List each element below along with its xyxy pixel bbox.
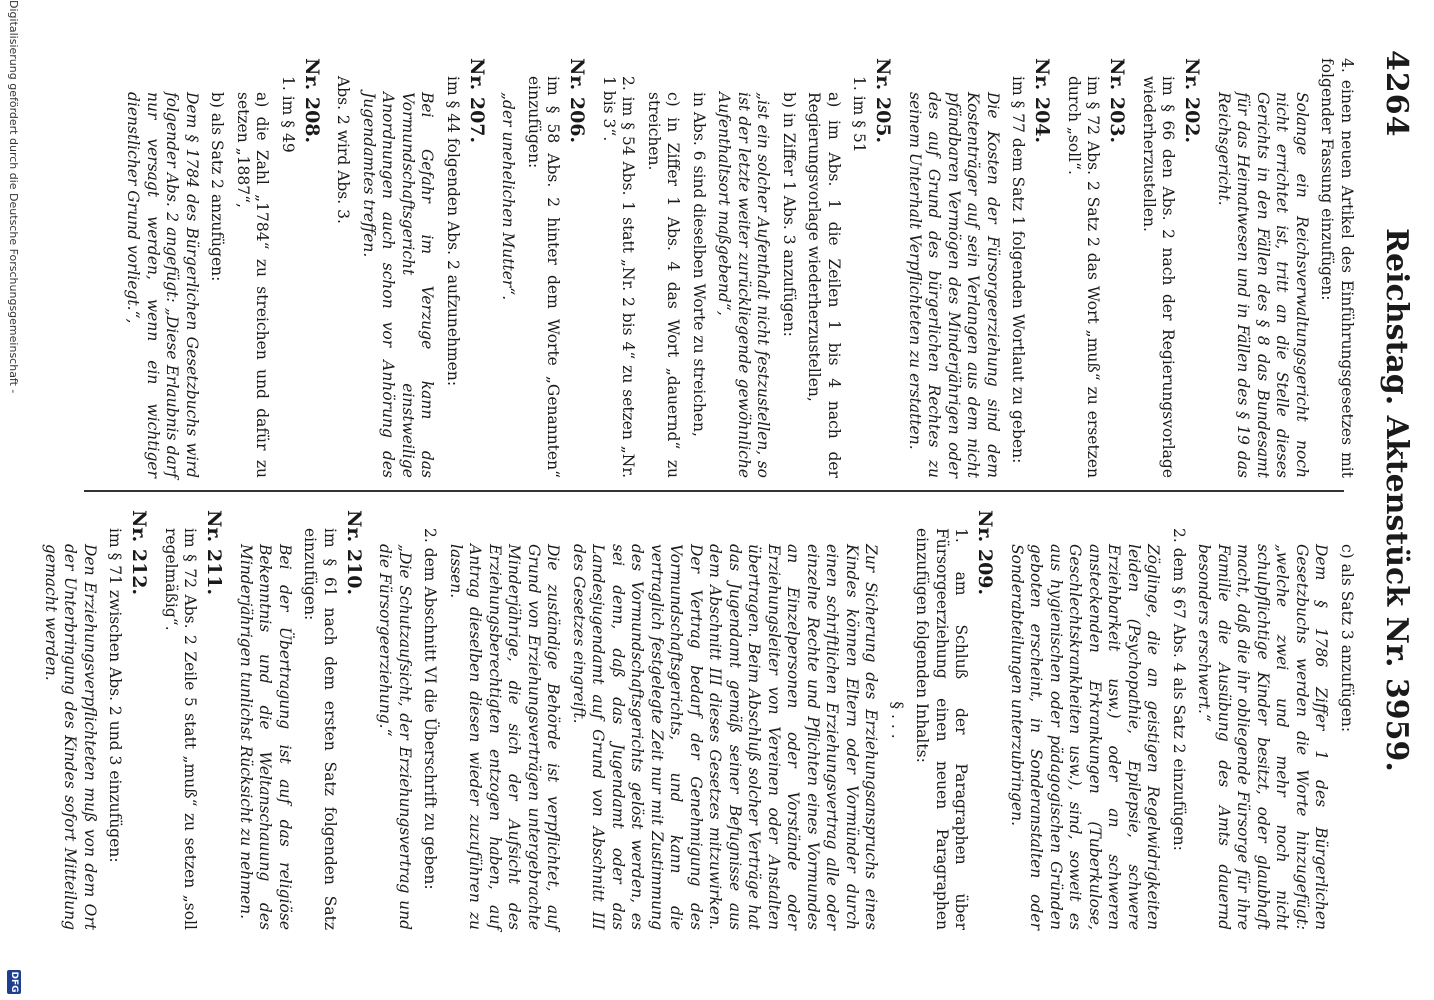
heading-nr-208: Nr. 208. bbox=[301, 58, 323, 144]
page-footer bbox=[0, 0, 24, 1000]
nr-205-item-1: 1. im § 51 bbox=[850, 76, 869, 153]
nr-209-quote-1: Zur Sicherung des Erziehungsanspruchs eines Kindes können Eltern oder Vormünder durch einen schriftlichen Erziehungsvertrag alle oder einzelne Rechte und Pflichten eines Vormundes an Einzelpersonen oder Vorstände oder Erziehungsleiter von Vereinen oder Anstalten übertragen. Beim Abschluß solcher Verträge hat das Jugendamt gemäß seiner Befugnisse aus dem Abschnitt III dieses Gesetzes mitzuwirken. Der Vertrag bedarf der Genehmigung des Vormundschaftsgerichts, und kann die vertraglich festgelegte Zeit nur mit Zustimmung des Vormundschaftsgerichts gelöst werden, es sei denn, daß das Jugendamt oder das Landesjugendamt auf Grund von Abschnitt III des Gesetzes eingreift. bbox=[570, 544, 881, 930]
article-4-text: Solange ein Reichsverwaltungsgericht noch nicht errichtet ist, tritt an die Stelle dieses Gerichts in den Fällen des § 8 das Bundesamt für das Heimatwesen und in Fällen des § 19 das Reichsgericht. bbox=[1215, 92, 1311, 478]
nr-205-item-2: 2. im § 54 Abs. 1 statt „Nr. 2 bis 4“ zu setzen „Nr. 1 bis 3“. bbox=[600, 76, 638, 478]
nr-208-item-a: a) die Zahl „1784“ zu streichen und dafür zu setzen „1887“, bbox=[234, 92, 272, 478]
nr-204-quote: Die Kosten der Fürsorgeerziehung sind dem Kostenträger auf sein Verlangen aus dem nicht pfändbaren Vermögen des Minderjährigen oder des auf Grund des bürgerlichen Rechtes zu seinem Unterhalt Verpflichteten zu erstatten. bbox=[906, 92, 1002, 478]
heading-nr-212: Nr. 212. bbox=[128, 510, 151, 596]
nr-208-item-b-quote: Dem § 1784 des Bürgerlichen Gesetzbuchs wird folgender Abs. 2 angefügt: „Diese Erlaubnis darf nur versagt werden, wenn ein wichtiger dienstlicher Grund vorliegt.“, bbox=[124, 92, 201, 478]
nr-206-quote: „der unehelichen Mutter“. bbox=[499, 92, 518, 301]
nr-209-item-2-quote: „Die Schutzaufsicht, der Erziehungsvertrag und die Fürsorgeerziehung.“ bbox=[376, 544, 414, 930]
page-number: 4264 bbox=[1379, 50, 1414, 138]
nr-207-note: Abs. 2 wird Abs. 3. bbox=[334, 76, 353, 224]
left-column bbox=[116, 58, 1356, 478]
heading-nr-209: Nr. 209. bbox=[974, 510, 997, 596]
digitization-credit: Digitalisierung gefördert durch die Deutsche Forschungsgemeinschaft - bbox=[7, 0, 20, 394]
nr-205-item-a: a) im Abs. 1 die Zeilen 1 bis 4 nach der Regierungsvorlage wiederherzustellen, bbox=[805, 92, 843, 478]
heading-nr-207: Nr. 207. bbox=[466, 58, 488, 144]
heading-nr-210: Nr. 210. bbox=[343, 510, 365, 596]
item-c-quote: Dem § 1786 Ziffer 1 des Bürgerlichen Gesetzbuchs werden die Worte hinzugefügt: „welche zwei und mehr noch nicht schulpflichtige Kinder besitzt, oder glaubhaft macht, daß die ihr obliegende Fürsorge für ihre Familie die Ausübung des Amts dauernd besonders erschwert.“ bbox=[1195, 544, 1331, 930]
heading-nr-202: Nr. 202. bbox=[1181, 58, 1204, 144]
page-header bbox=[1362, 50, 1422, 950]
nr-205-item-b-quote: „ist ein solcher Aufenthalt nicht festzustellen, so ist der letzte weiter zurückliegende gewöhnliche Aufenthaltsort maßgebend“, bbox=[715, 92, 773, 478]
running-title: Reichstag. Aktenstück Nr. 3959. bbox=[1379, 228, 1414, 772]
nr-202-text: im § 66 den Abs. 2 nach der Regierungsvorlage wiederherzustellen. bbox=[1140, 76, 1178, 478]
nr-206-text: im § 58 Abs. 2 hinter dem Worte „Genannten“ einzufügen: bbox=[525, 76, 563, 478]
nr-208-item-b: b) als Satz 2 anzufügen: bbox=[208, 92, 227, 282]
nr-203-text: im § 72 Abs. 2 Satz 2 das Wort „muß“ zu ersetzen durch „soll“. bbox=[1065, 76, 1103, 478]
nr-212-text: im § 71 zwischen Abs. 2 und 3 einzufügen: bbox=[106, 528, 125, 863]
right-column bbox=[42, 510, 1356, 930]
nr-209-quote-2: Die zuständige Behörde ist verpflichtet, auf Grund von Erziehungsverträgen untergebrachte Minderjährige, die sich der Aufsicht des Erziehungsberechtigten entzogen haben, auf Antrag dieselben diesen wieder zuzuführen zu lassen. bbox=[447, 544, 563, 930]
column-divider bbox=[84, 490, 1344, 492]
heading-nr-203: Nr. 203. bbox=[1106, 58, 1129, 144]
section-mark: § . . . bbox=[888, 701, 906, 739]
heading-nr-211: Nr. 211. bbox=[203, 510, 226, 596]
nr-205-item-b-note: in Abs. 6 sind dieselben Worte zu streichen, bbox=[690, 92, 708, 437]
nr-205-item-b: b) in Ziffer 1 Abs. 3 anzufügen: bbox=[780, 92, 798, 337]
item-2: 2. dem § 67 Abs. 4 als Satz 2 einzufügen: bbox=[1170, 528, 1188, 851]
nr-210-text: im § 61 nach dem ersten Satz folgenden Satz einzufügen: bbox=[301, 528, 339, 930]
nr-209-text: 1. am Schluß der Paragraphen über Fürsorgeerziehung einen neuen Paragraphen einzufügen folgenden Inhalts: bbox=[913, 528, 971, 930]
article-4-intro: 4. einen neuen Artikel des Einführungsgesetzes mit folgender Fassung einzufügen: bbox=[1318, 58, 1356, 478]
nr-208-item-1: 1. im § 49 bbox=[279, 76, 297, 153]
heading-nr-206: Nr. 206. bbox=[566, 58, 589, 144]
item-c: c) als Satz 3 anzufügen: bbox=[1338, 544, 1356, 733]
nr-207-text: im § 44 folgenden Abs. 2 aufzunehmen: bbox=[444, 76, 462, 387]
nr-205-item-c: c) in Ziffer 1 Abs. 4 das Wort „dauernd“ zu streichen. bbox=[645, 92, 683, 478]
heading-nr-204: Nr. 204. bbox=[1031, 58, 1054, 144]
nr-210-quote: Bei der Übertragung ist auf das religiöse Bekenntnis und die Weltanschauung des Minderjährigen tunlichst Rücksicht zu nehmen. bbox=[237, 544, 294, 930]
item-2-quote: Zöglinge, die an geistigen Regelwidrigkeiten leiden (Psychopathie, Epilepsie, schwere Erziehbarkeit usw.) oder an schweren ansteckenden Erkrankungen (Tuberkulose, Geschlechtskrankheiten usw.), sind, soweit es aus hygienischen oder pädagogischen Gründen geboten erscheint, in Sonderanstalten oder Sonderabteilungen unterzubringen. bbox=[1008, 544, 1163, 930]
nr-207-quote: Bei Gefahr im Verzuge kann das Vormundschaftsgericht einstweilige Anordnungen auch schon vor Anhörung des Jugendamtes treffen. bbox=[360, 92, 437, 478]
nr-209-item-2: 2. dem Abschnitt VI die Überschrift zu geben: bbox=[421, 528, 440, 890]
nr-212-quote: Den Erziehungsverpflichteten muß von dem Ort der Unterbringung des Kindes sofort Mitteilung gemacht werden. bbox=[42, 544, 99, 930]
nr-204-text: im § 77 dem Satz 1 folgenden Wortlaut zu geben: bbox=[1009, 76, 1028, 464]
dfg-logo: DFG bbox=[9, 971, 19, 993]
nr-211-text: im § 72 Abs. 2 Zeile 5 statt „muß“ zu setzen „soll regelmäßig“. bbox=[162, 528, 200, 930]
heading-nr-205: Nr. 205. bbox=[872, 58, 895, 144]
